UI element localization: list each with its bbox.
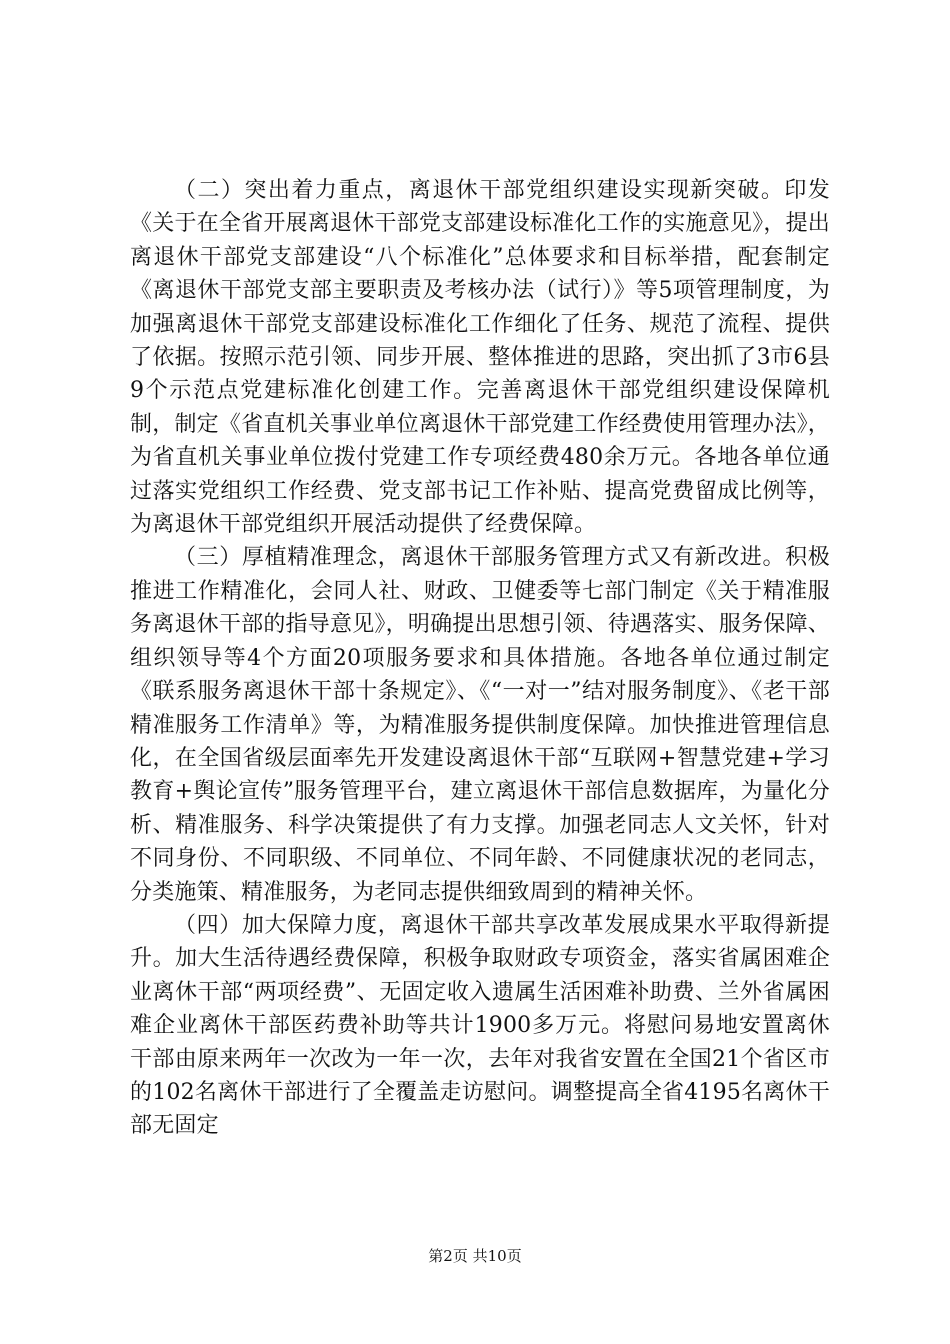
page-footer: 第2页 共10页 [428, 1247, 522, 1265]
document-body [130, 174, 830, 1143]
paragraph-2: （二）突出着力重点，离退休干部党组织建设实现新突破。印发《关于在全省开展离退休干部党支部建设标准化工作的实施意见》，提出离退休干部党支部建设“八个标准化”总体要求和目标举措，配套制定《离退休干部党支部主要职责及考核办法（试行）》等5项管理制度，为加强离退休干部党支部建设标准化工作细化了任务、规范了流程、提供了依据。按照示范引领、同步开展、整体推进的思路，突出抓了3市6县9个示范点党建标准化创建工作。完善离退休干部党组织建设保障机制，制定《省直机关事业单位离退休干部党建工作经费使用管理办法》，为省直机关事业单位拨付党建工作专项经费480余万元。各地各单位通过落实党组织工作经费、党支部书记工作补贴、提高党费留成比例等，为离退休干部党组织开展活动提供了经费保障。 [130, 178, 830, 538]
paragraph-3: （三）厚植精准理念，离退休干部服务管理方式又有新改进。积极推进工作精准化，会同人社、财政、卫健委等七部门制定《关于精准服务离退休干部的指导意见》，明确提出思想引领、待遇落实、服务保障、组织领导等4个方面20项服务要求和具体措施。各地各单位通过制定《联系服务离退休干部十条规定》、《“一对一”结对服务制度》、《老干部精准服务工作清单》等，为精准服务提供制度保障。加快推进管理信息化，在全国省级层面率先开发建设离退休干部“互联网+智慧党建+学习教育+舆论宣传”服务管理平台，建立离退休干部信息数据库，为量化分析、精准服务、科学决策提供了有力支撑。加强老同志人文关怀，针对不同身份、不同职级、不同单位、不同年龄、不同健康状况的老同志，分类施策、精准服务，为老同志提供细致周到的精神关怀。 [130, 545, 830, 905]
paragraph-4: （四）加大保障力度，离退休干部共享改革发展成果水平取得新提升。加大生活待遇经费保障，积极争取财政专项资金，落实省属困难企业离休干部“两项经费”、无固定收入遗属生活困难补助费、兰外省属困难企业离休干部医药费补助等共计1900多万元。将慰问易地安置离休干部由原来两年一次改为一年一次，去年对我省安置在全国21个省区市的102名离休干部进行了全覆盖走访慰问。调整提高全省4195名离休干部无固定 [130, 912, 830, 1139]
